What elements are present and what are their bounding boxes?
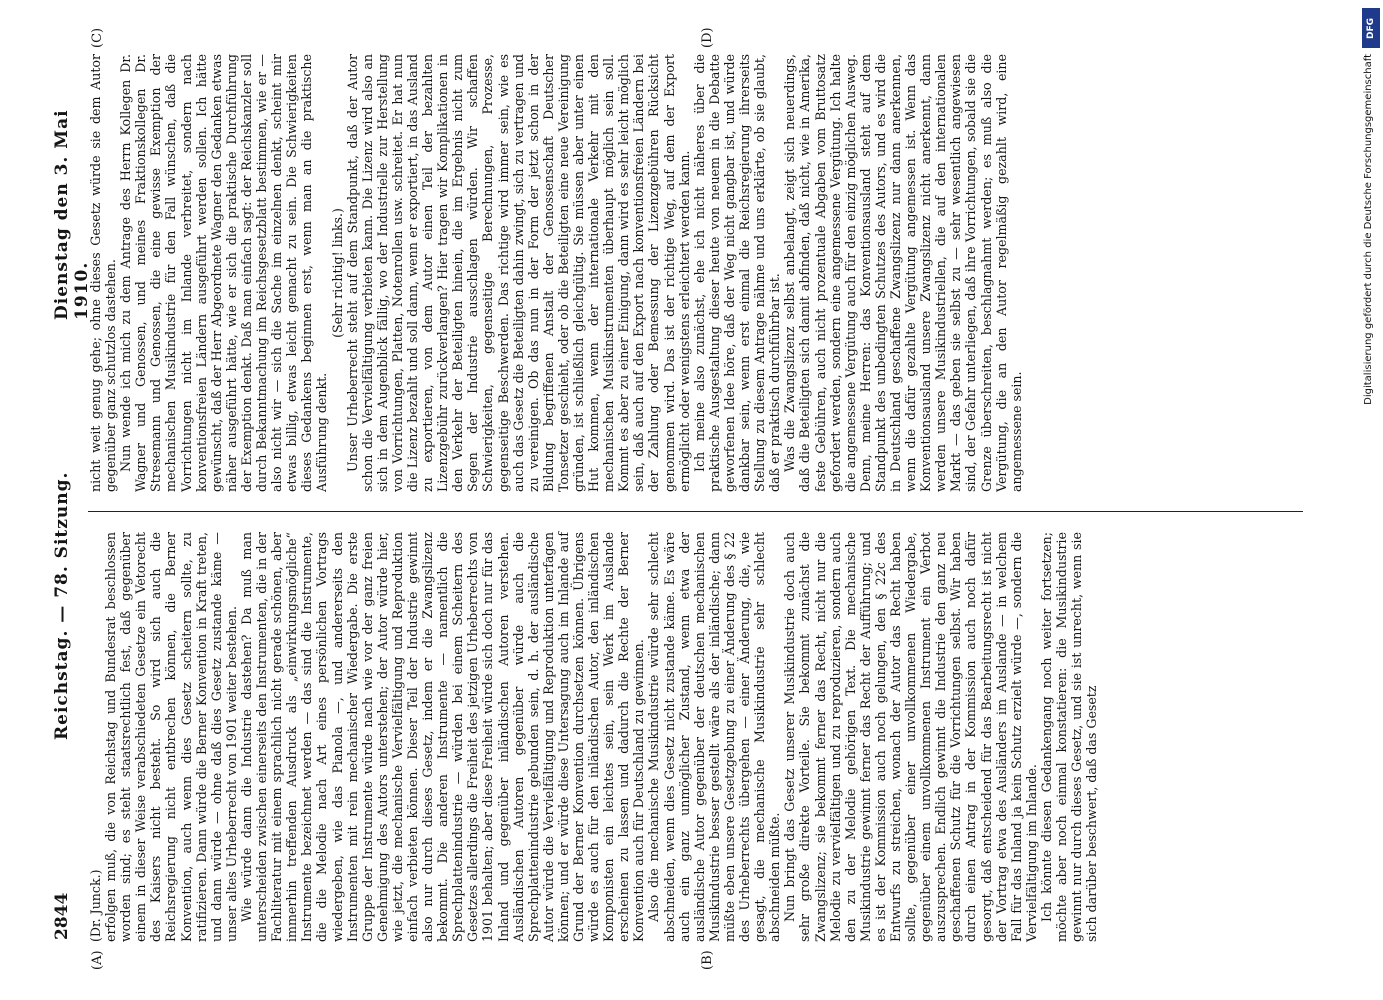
paragraph: nicht weit genug gehe; ohne dieses Gesetz würde sie dem Autor gegenüber ganz schutzlos dastehen. (88, 54, 119, 492)
paragraph: Ich könnte diesen Gedankengang noch weiter fortsetzen; möchte aber noch einmal konstatieren: die Musikindustrie gewinnt nur durch dieses Gesetz, und sie ist unrecht, wenn sie sich darüber beschwert, daß das Gesetz (1038, 532, 1100, 942)
column-divider (88, 511, 1303, 512)
page-header (52, 60, 92, 940)
speaker-label: (Dr. Junck.) (88, 869, 103, 942)
page-number: 2844 (52, 892, 72, 940)
digitization-credit: Digitalisierung gefördert durch die Deutsche Forschungsgemeinschaft (1363, 54, 1374, 405)
text-column-right (88, 54, 1024, 492)
margin-marker-b: (B) (700, 950, 715, 970)
header-title: Reichstag. — 78. Sitzung. (52, 471, 72, 740)
paragraph: Was die Zwangslizenz selbst anbelangt, zeigt sich neuerdings, daß die Beteiligten sich damit abfinden, daß nicht, wie in Amerika, feste Gebühren, auch nicht prozentuale Abgaben vom Bruttosatz gefordert werden, sondern eine angemessene Vergütung. Ich halte die angemessene Vergütung auch für den einzig möglichen Ausweg. Denn, meine Herren: das Konventionsausland steht auf dem Standpunkt des unbedingten Schutzes des Autors, und es wird die in Deutschland geschaffene Zwangslizenz nur dann anerkennen, wenn die dafür gezahlte Vergütung angemessen ist. Wenn das Konventionsausland unsere Zwangslizenz nicht anerkennt, dann werden unsere Musikindustriellen, die auf den internationalen Markt — das geben sie selbst zu — sehr wesentlich angewiesen sind, der Gefahr unterliegen, daß ihre Vorrichtungen, sobald sie die Grenze überschreiten, beschlagnahmt werden; es muß also die Vergütung, die an den Autor regelmäßig gezahlt wird, eine angemessene sein. (782, 54, 1024, 492)
interjection: (Sehr richtig! links.) (329, 208, 345, 338)
margin-marker-c: (C) (90, 27, 105, 48)
text-column-left (88, 532, 1099, 942)
paragraph: Ich meine also zunächst, ehe ich nicht näheres über die praktische Ausgestaltung dieser heute von neuem in die Debatte geworfenen Idee höre, daß der Weg nicht gangbar ist, und würde dankbar sein, wenn erst einmal die Reichsregierung ihrerseits Stellung zu diesem Antrage nähme und uns erklärte, ob sie glaubt, daß er praktisch durchführbar ist. (691, 54, 783, 492)
digitization-strip (1360, 8, 1382, 998)
paragraph: erfolgen muß, die von Reichstag und Bundesrat beschlossen worden sind; es steht staatsrechtlich fest, daß gegenüber einem in dieser Weise verabschiedeten Gesetze ein Vetorecht des Kaisers nicht besteht. So wird sich auch die Reichsregierung nicht entbrechen können, die Berner Konvention, auch wenn dies Gesetz scheitern sollte, zu ratifizieren. Dann würde die Berner Konvention in Kraft treten, und dann würde — ohne daß dies Gesetz zustande käme — unser altes Urheberrecht von 1901 weiter bestehen. (103, 532, 239, 942)
dfg-logo: DFG (1362, 8, 1380, 48)
header-date: Dienstag den 3. Mai 1910. (52, 109, 92, 320)
paragraph: Unser Urheberrecht steht auf dem Standpunkt, daß der Autor schon die Vervielfältigung verbieten kann. Die Lizenz wird also an sich in dem Augenblick fällig, wo der Industrielle zur Herstellung von Vorrichtungen, Platten, Notenrollen usw. schreitet. Er hat nun die Lizenz bezahlt und soll dann, wenn er exportiert, in das Ausland zu exportieren, von dem Autor einen Teil der bezahlten Lizenzgebühr zurückverlangen? Hier tragen wir Komplikationen in den Verkehr der Beteiligten hinein, die im Ergebnis nicht zum Segen der Industrie ausschlagen würden. Wir schaffen Schwierigkeiten, gegenseitige Berechnungen, Prozesse, gegenseitige Beschwerden. Das richtige wird immer sein, wie es auch das Gesetz die Beteiligten dahin zwingt, sich zu vertragen und zu vereinigen. Ob das nun in der Form der jetzt schon in der Bildung begriffenen Anstalt der Genossenschaft Deutscher Tonsetzer geschieht, oder ob die Beteiligten eine neue Vereinigung gründen, ist schließlich gleichgültig. Sie müssen aber unter einen Hut kommen, wenn der internationale Verkehr mit den mechanischen Musikinstrumenten überhaupt möglich sein soll. Kommt es aber zu einer Einigung, dann wird es sehr leicht möglich sein, daß auch auf den Export nach konventionsfreien Ländern bei der Zahlung oder Bemessung der Lizenzgebühren Rücksicht genommen wird. Das ist der richtige Weg, auf dem der Export ermöglicht oder wenigstens erleichtert werden kann. (344, 54, 692, 492)
margin-marker-a: (A) (90, 950, 105, 970)
paragraph: Nun bringt das Gesetz unserer Musikindustrie doch auch sehr große direkte Vorteile. Sie bekommt zunächst die Zwangslizenz; sie bekommt ferner das Recht, nicht nur die Melodie zu vervielfältigen und zu reproduzieren, sondern auch den zu der Melodie gehörigen Text. Die mechanische Musikindustrie gewinnt ferner das Recht der Aufführung; und es ist der Kommission auch noch gelungen, den § 22c des Entwurfs zu streichen, wonach der Autor das Recht haben sollte, gegenüber einer unvollkommenen Wiedergabe, gegenüber einem unvollkommenen Instrument ein Verbot auszusprechen. Endlich gewinnt die Industrie den ganz neu geschaffenen Schutz für die Vorrichtungen selbst. Wir haben durch einen Antrag in der Kommission auch noch dafür gesorgt, daß entscheidend für das Bearbeitungsrecht ist nicht der Vortrag etwa des Ausländers im Auslande — in welchem Fall für das Inland ja kein Schutz erzielt würde —, sondern die Vervielfältigung im Inlande. (782, 532, 1039, 942)
margin-marker-d: (D) (700, 27, 715, 48)
paragraph: Also die mechanische Musikindustrie würde sehr schlecht abschneiden, wenn dies Gesetz nicht zustande käme. Es wäre auch ein ganz unmöglicher Zustand, wenn etwa der ausländische Autor gegenüber der deutschen mechanischen Musikindustrie besser gestellt wäre als der inländische; dann müßte eben unsere Gesetzgebung zu einer Änderung des § 22 des Urheberrechts übergehen — einer Änderung, die, wie gesagt, die mechanische Musikindustrie sehr schlecht abschneiden müßte. (646, 532, 783, 942)
paragraph: Wie würde dann die Industrie dastehen? Da muß man unterscheiden zwischen einerseits den Instrumenten, die in der Fachliteratur mit einem sprachlich nicht gerade schönen, aber immerhin treffenden Ausdruck als „einwirkungsmögliche“ Instrumente bezeichnet werden — das sind die Instrumente, die die Melodie nach Art eines persönlichen Vortrags wiedergeben, wie das Pianola —, und andererseits den Instrumenten mit rein mechanischer Wiedergabe. Die erste Gruppe der Instrumente würde nach wie vor der ganz freien Genehmigung des Autors unterstehen; der Autor würde hier, wie jetzt, die mechanische Vervielfältigung und Reproduktion einfach verbieten können. Dieser Teil der Industrie gewinnt also nur durch dieses Gesetz, indem er die Zwangslizenz bekommt. Die anderen Instrumente — namentlich die Sprechplattenindustrie — würden bei einem Scheitern des Gesetzes allerdings die Freiheit des jetzigen Urheberrechts von 1901 behalten; aber diese Freiheit würde sich doch nur für das Inland und gegenüber inländischen Autoren verstehen. Ausländischen Autoren gegenüber würde auch die Sprechplattenindustrie gebunden sein, d. h. der ausländische Autor würde die Vervielfältigung und Reproduktion unterfagen können; und er würde diese Untersagung auch im Inlande auf Grund der Berner Konvention durchsetzen können. Übrigens würde es auch für den inländischen Autor, den inländischen Komponisten ein leichtes sein, sein Werk im Auslande erscheinen zu lassen und dadurch die Rechte der Berner Konvention auch für Deutschland zu gewinnen. (238, 532, 647, 942)
paragraph: Nun wende ich mich zu dem Antrage des Herrn Kollegen Dr. Wagner und Genossen, und meines Fraktionskollegen Dr. Stresemann und Genossen, die eine gewisse Exemption der mechanischen Musikindustrie für den Fall wünschen, daß die Vorrichtungen nicht im Inlande verbreitet, sondern nach konventionsfreien Ländern ausgeführt werden sollen. Ich hätte gewünscht, daß der Herr Abgeordnete Wagner den Gedanken etwas näher ausgeführt hätte, wie er sich die praktische Durchführung der Exemption denkt. Daß man einfach sagt: der Reichskanzler soll durch Bekanntmachung im Reichsgesetzblatt bestimmen, wie er — also nicht wir — sich die Sache im einzelnen denkt, scheint mir etwas billig, etwas leicht gemacht zu sein. Die Schwierigkeiten dieses Gedankens beginnen erst, wenn man an die praktische Ausführung denkt. (118, 54, 330, 492)
